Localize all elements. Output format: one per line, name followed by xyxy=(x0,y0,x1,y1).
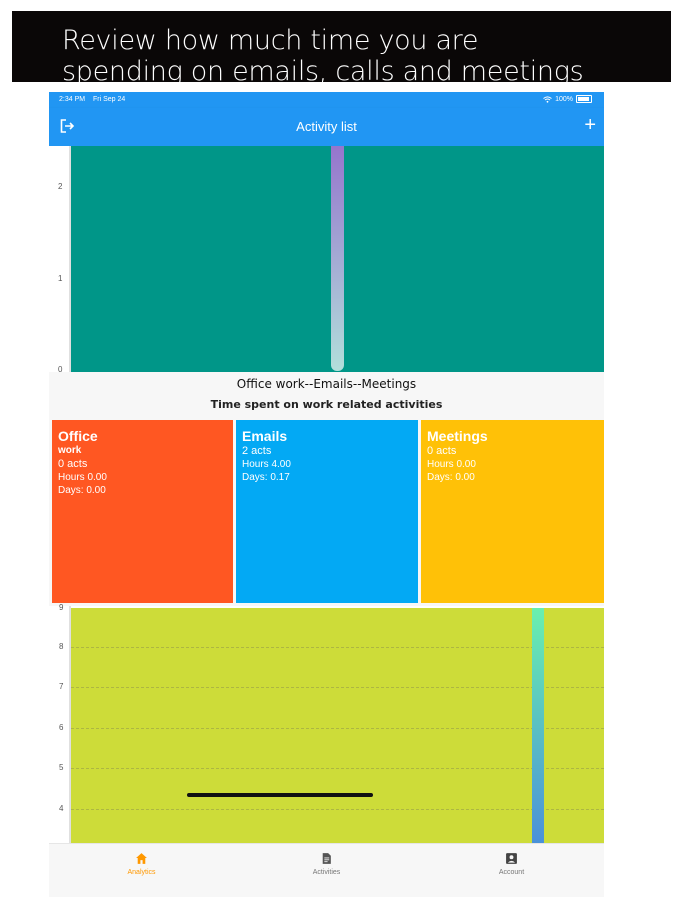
card-subtitle: work xyxy=(58,445,82,456)
card-days: Days: 0.00 xyxy=(58,485,106,496)
status-time: 2:34 PM xyxy=(59,96,86,103)
gridline xyxy=(71,687,604,688)
activity-chart-bottom xyxy=(49,603,604,846)
card-title: Office xyxy=(58,428,98,444)
card-days: Days: 0.00 xyxy=(427,472,475,483)
account-box-icon xyxy=(505,852,518,865)
page-title: Activity list xyxy=(296,119,357,134)
nav-activities[interactable] xyxy=(234,844,419,897)
chart-top-y-axis xyxy=(69,146,71,372)
card-meetings[interactable] xyxy=(421,420,604,603)
gridline xyxy=(71,768,604,769)
card-hours: Hours 4.00 xyxy=(242,459,291,470)
chart-bottom-y-tick: 9 xyxy=(59,603,64,612)
nav-analytics[interactable] xyxy=(49,844,234,897)
category-cards xyxy=(52,420,604,603)
card-days: Days: 0.17 xyxy=(242,472,290,483)
bottom-nav xyxy=(49,843,604,897)
card-acts: 0 acts xyxy=(427,445,457,457)
chart-bottom-y-tick: 8 xyxy=(59,642,64,651)
chart-bottom-bar[interactable] xyxy=(532,608,544,846)
status-date: Fri Sep 24 xyxy=(93,96,126,103)
battery-icon xyxy=(576,95,592,103)
chart-top-subtitle: Time spent on work related activities xyxy=(210,398,443,411)
home-icon xyxy=(135,852,148,865)
chart-top-title: Office work--Emails--Meetings xyxy=(236,377,417,391)
home-indicator[interactable] xyxy=(187,793,373,797)
card-office[interactable] xyxy=(52,420,233,603)
device-screen xyxy=(49,92,604,897)
card-acts: 0 acts xyxy=(58,458,88,470)
chart-bottom-y-tick: 6 xyxy=(59,723,64,732)
gridline xyxy=(71,809,604,810)
chart-top-bar[interactable] xyxy=(331,146,344,371)
banner-line-1: Review how much time you are xyxy=(62,25,479,56)
plus-icon[interactable]: + xyxy=(584,114,596,136)
nav-label: Activities xyxy=(312,869,341,876)
app-bar xyxy=(49,108,604,146)
card-acts: 2 acts xyxy=(242,445,272,457)
chart-top-y-tick: 0 xyxy=(58,365,63,374)
chart-bottom-y-tick: 7 xyxy=(59,682,64,691)
card-emails[interactable] xyxy=(236,420,418,603)
nav-account[interactable] xyxy=(419,844,604,897)
chart-bottom-y-tick: 4 xyxy=(59,804,64,813)
card-title: Meetings xyxy=(427,428,488,444)
chart-top-y-tick: 1 xyxy=(58,274,63,283)
promo-banner xyxy=(12,11,671,87)
chart-top-y-tick: 2 xyxy=(58,182,63,191)
status-right xyxy=(543,95,592,103)
wifi-icon xyxy=(543,96,552,103)
nav-label: Analytics xyxy=(127,869,156,876)
document-icon xyxy=(320,852,333,865)
nav-label: Account xyxy=(498,869,525,876)
card-title: Emails xyxy=(242,428,288,444)
gridline xyxy=(71,647,604,648)
activity-chart-top xyxy=(49,146,604,372)
chart-bottom-y-axis xyxy=(69,606,71,846)
chart-bottom-plot-area xyxy=(71,608,604,846)
card-hours: Hours 0.00 xyxy=(58,472,107,483)
battery-percent: 100% xyxy=(555,95,573,103)
card-hours: Hours 0.00 xyxy=(427,459,476,470)
banner-line-2: spending on emails, calls and meetings xyxy=(62,56,584,87)
chart-bottom-y-tick: 5 xyxy=(59,763,64,772)
status-bar xyxy=(49,92,604,108)
gridline xyxy=(71,728,604,729)
